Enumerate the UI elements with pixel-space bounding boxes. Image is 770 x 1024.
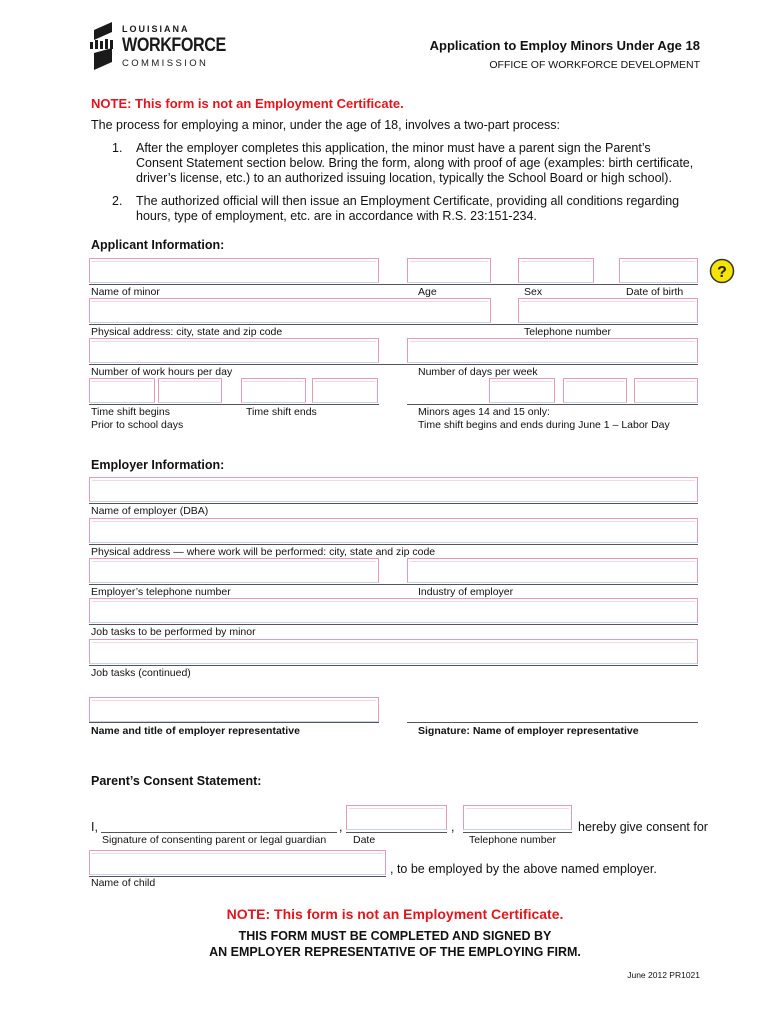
employer-rep-label: Name and title of employer representative (91, 725, 300, 737)
parent-signature-line[interactable] (101, 832, 337, 833)
logo-line1: LOUISIANA (122, 24, 190, 34)
employer-name-input[interactable] (89, 477, 698, 502)
svg-text:?: ? (717, 264, 727, 281)
lwc-logo-mark (90, 22, 120, 70)
summer-shift-begin-hour[interactable] (489, 378, 555, 403)
sex-input[interactable] (518, 258, 594, 283)
step-1-number: 1. (112, 141, 123, 155)
consent-employed-text: , to be employed by the above named employer. (390, 862, 657, 876)
employer-industry-input[interactable] (407, 558, 698, 583)
applicant-heading: Applicant Information: (91, 238, 225, 252)
employer-signature-line[interactable] (407, 722, 698, 723)
help-icon[interactable] (709, 258, 735, 284)
consent-statement-text: hereby give consent for (578, 820, 708, 834)
job-tasks-input[interactable] (89, 598, 698, 623)
shift-begins-label: Time shift begins (91, 406, 170, 418)
work-hours-label: Number of work hours per day (91, 366, 233, 378)
logo-line3: COMMISSION (122, 58, 209, 69)
prior-school-label: Prior to school days (91, 419, 184, 431)
summer-shift-begin-min[interactable] (563, 378, 627, 403)
age-label: Age (418, 286, 437, 298)
dob-input[interactable] (619, 258, 698, 283)
shift-ends-label: Time shift ends (246, 406, 317, 418)
employer-phone-input[interactable] (89, 558, 379, 583)
employer-address-label: Physical address — where work will be performed: city, state and zip code (91, 546, 436, 558)
work-days-label: Number of days per week (418, 366, 538, 378)
consent-comma-2: , (451, 820, 455, 834)
form-title: Application to Employ Minors Under Age 18 (429, 38, 700, 53)
school-shift-begin-min[interactable] (158, 378, 222, 403)
child-name-label: Name of child (91, 877, 156, 889)
minor-name-label: Name of minor (91, 286, 160, 298)
step-1-line: driver’s license, etc.) to an authorized issuing location, typically the School Board or high school). (136, 171, 672, 185)
minor-name-input[interactable] (89, 258, 379, 283)
minors-14-15-label: Minors ages 14 and 15 only: (418, 406, 550, 418)
consent-heading: Parent’s Consent Statement: (91, 774, 262, 788)
summer-shift-end[interactable] (634, 378, 698, 403)
employer-heading: Employer Information: (91, 458, 225, 472)
employer-name-label: Name of employer (DBA) (91, 505, 209, 517)
employer-address-input[interactable] (89, 518, 698, 543)
school-shift-end-hour[interactable] (241, 378, 306, 403)
age-input[interactable] (407, 258, 491, 283)
form-subtitle: OFFICE OF WORKFORCE DEVELOPMENT (489, 59, 700, 71)
step-2-number: 2. (112, 194, 123, 208)
consent-comma-1: , (339, 820, 343, 834)
form-code: June 2012 PR1021 (627, 970, 700, 980)
school-shift-end-min[interactable] (312, 378, 378, 403)
job-tasks-continued-input[interactable] (89, 639, 698, 664)
footer-line-1: THIS FORM MUST BE COMPLETED AND SIGNED BY (238, 929, 552, 943)
consent-date-label: Date (353, 834, 376, 846)
work-hours-input[interactable] (89, 338, 379, 363)
sex-label: Sex (524, 286, 543, 298)
applicant-phone-input[interactable] (518, 298, 698, 323)
child-name-input[interactable] (89, 850, 386, 875)
note-bottom: NOTE: This form is not an Employment Certificate. (226, 906, 564, 922)
footer-line-2: AN EMPLOYER REPRESENTATIVE OF THE EMPLOYING FIRM. (209, 945, 581, 959)
applicant-address-label: Physical address: city, state and zip code (91, 326, 283, 338)
logo-line2: WORKFORCE (122, 35, 226, 56)
school-shift-begin-hour[interactable] (89, 378, 155, 403)
consent-phone-input[interactable] (463, 805, 572, 830)
employer-signature-label: Signature: Name of employer representative (418, 725, 639, 737)
job-tasks-continued-label: Job tasks (continued) (91, 667, 191, 679)
employer-rep-input[interactable] (89, 697, 379, 722)
note-top: NOTE: This form is not an Employment Certificate. (91, 96, 404, 111)
parent-signature-label: Signature of consenting parent or legal guardian (102, 834, 327, 846)
applicant-address-input[interactable] (89, 298, 491, 323)
consent-date-input[interactable] (346, 805, 447, 830)
work-days-input[interactable] (407, 338, 698, 363)
step-2-line: The authorized official will then issue an Employment Certificate, providing all conditions regarding (136, 194, 680, 208)
step-1-line: After the employer completes this application, the minor must have a parent sign the Parent’s (136, 141, 651, 155)
step-1-line: Consent Statement section below. Bring the form, along with proof of age (examples: birth certificate, (136, 156, 694, 170)
intro-text: The process for employing a minor, under the age of 18, involves a two-part process: (91, 118, 560, 132)
job-tasks-label: Job tasks to be performed by minor (91, 626, 256, 638)
summer-shift-label: Time shift begins and ends during June 1 – Labor Day (418, 419, 670, 431)
dob-label: Date of birth (626, 286, 684, 298)
employer-industry-label: Industry of employer (418, 586, 514, 598)
step-2-line: hours, type of employment, etc. are in accordance with R.S. 23:151-234. (136, 209, 537, 223)
employer-phone-label: Employer’s telephone number (91, 586, 231, 598)
lwc-logo (90, 22, 226, 72)
applicant-phone-label: Telephone number (524, 326, 611, 338)
consent-i: I, (91, 820, 98, 834)
consent-phone-label: Telephone number (469, 834, 556, 846)
